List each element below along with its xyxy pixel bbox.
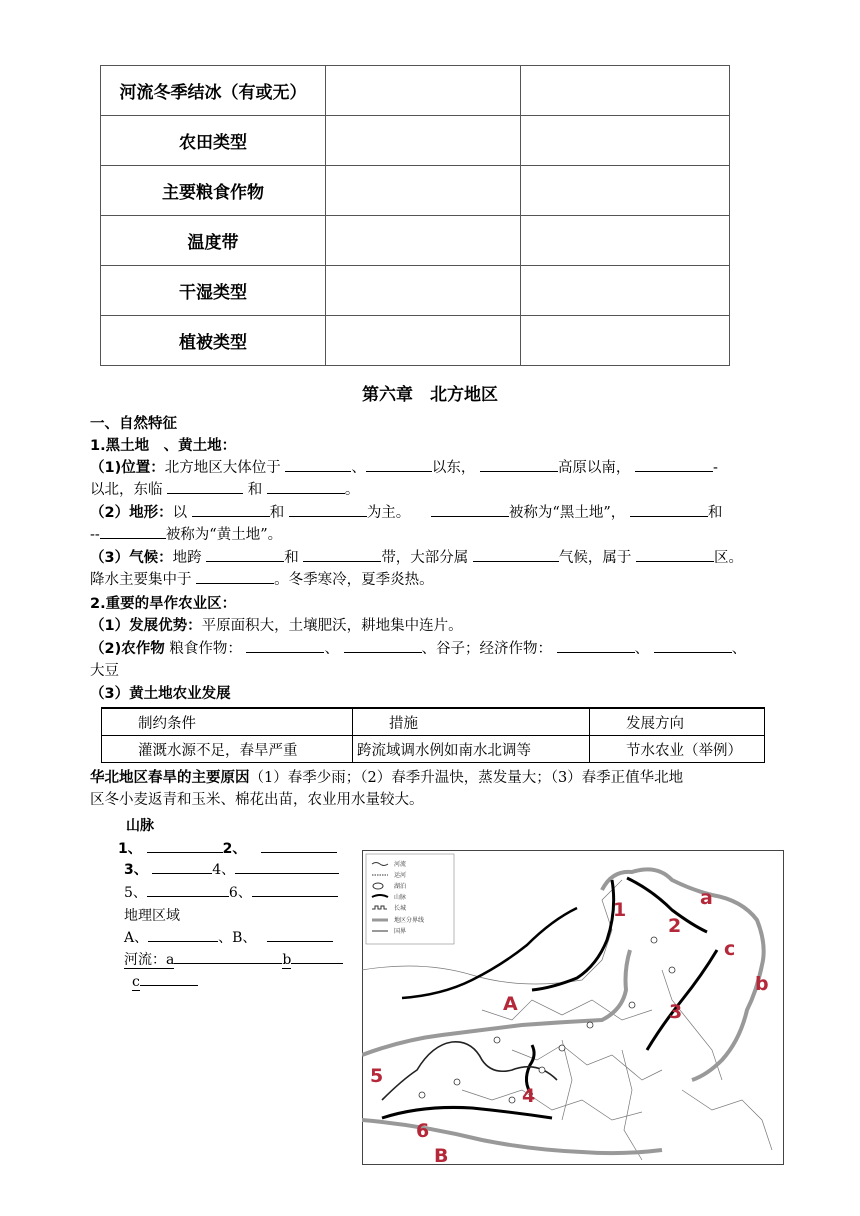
blank-field[interactable]	[152, 859, 212, 874]
section-heading: 一、自然特征	[90, 416, 177, 432]
chapter-title: 第六章 北方地区	[362, 385, 498, 405]
blank-field[interactable]	[636, 547, 714, 562]
svg-text:地区分界线: 地区分界线	[394, 917, 425, 924]
svg-text:河流: 河流	[394, 861, 407, 868]
location-line-2: 以北，东临 和 。	[90, 479, 359, 501]
blank-field[interactable]	[206, 547, 284, 562]
table-row	[101, 66, 730, 116]
mountain-row-3: 5、 6、	[124, 882, 338, 902]
blank-field[interactable]	[246, 638, 324, 653]
label-c: c	[724, 938, 736, 960]
crops-line-2: 大豆	[90, 663, 119, 679]
terrain-line: （2）地形：以 和 为主。 被称为“黑土地”， 和	[90, 502, 722, 524]
answer-cell[interactable]	[521, 66, 730, 116]
loess-heading: （3）黄土地农业发展	[90, 686, 231, 702]
region-row: A、 、B、	[124, 927, 333, 947]
label-5: 5	[370, 1065, 384, 1087]
svg-text:山脉: 山脉	[394, 894, 407, 901]
loess-development-table	[101, 707, 765, 763]
svg-text:长城: 长城	[394, 905, 407, 912]
answer-cell[interactable]	[521, 216, 730, 266]
answer-cell[interactable]	[326, 266, 521, 316]
climate-line-2: 降水主要集中于 。冬季寒冷，夏季炎热。	[90, 569, 434, 591]
answer-cell[interactable]	[521, 266, 730, 316]
row-label: 河流冬季结冰（有或无）	[101, 66, 326, 116]
blank-field[interactable]	[285, 457, 351, 472]
row-label: 植被类型	[101, 316, 326, 366]
blank-field[interactable]	[267, 479, 345, 494]
svg-text:国界: 国界	[394, 928, 407, 935]
climate-comparison-table	[100, 65, 730, 366]
north-china-map	[362, 850, 784, 1165]
label-a: a	[700, 887, 713, 909]
answer-cell[interactable]	[326, 166, 521, 216]
table-row	[101, 266, 730, 316]
svg-text:湖泊: 湖泊	[394, 883, 407, 890]
row-label: 主要粮食作物	[101, 166, 326, 216]
label-2: 2	[668, 915, 682, 937]
blank-field[interactable]	[148, 927, 218, 942]
label-B: B	[434, 1145, 449, 1165]
mountains-heading: 山脉	[126, 818, 154, 834]
blank-field[interactable]	[196, 569, 274, 584]
blank-field[interactable]	[635, 457, 713, 472]
advantage-line: （1）发展优势：平原面积大，土壤肥沃，耕地集中连片。	[90, 618, 463, 634]
item1-heading: 1.黑土地 、黄土地：	[90, 438, 237, 454]
answer-cell[interactable]	[521, 166, 730, 216]
location-line: （1)位置：北方地区大体位于 、 以东， 高原以南， -	[90, 457, 718, 479]
label-1: 1	[613, 899, 627, 921]
mountain-row-2: 3、 4、	[124, 859, 339, 879]
table-row	[101, 166, 730, 216]
crops-line: （2)农作物 粮食作物： 、 、谷子；经济作物： 、 、	[90, 638, 746, 660]
blank-field[interactable]	[147, 882, 229, 897]
blank-field[interactable]	[167, 479, 243, 494]
blank-field[interactable]	[289, 502, 367, 517]
blank-field[interactable]	[473, 547, 559, 562]
climate-line: （3）气候：地跨 和 带，大部分属 气候，属于 区。	[90, 547, 743, 569]
label-A: A	[503, 993, 518, 1015]
table-row	[101, 216, 730, 266]
answer-cell[interactable]	[326, 216, 521, 266]
blank-field[interactable]	[192, 502, 270, 517]
mountain-row-1: 1、 2、	[118, 838, 337, 858]
river-row: 河流：a b	[124, 949, 343, 969]
terrain-line-2: -- 被称为“黄土地”。	[90, 524, 282, 546]
blank-field[interactable]	[235, 859, 339, 874]
blank-field[interactable]	[252, 882, 338, 897]
drought-line-2: 区冬小麦返青和玉米、棉花出苗，农业用水量较大。	[90, 792, 424, 808]
item2-heading: 2.重要的旱作农业区：	[90, 596, 237, 612]
row-label: 温度带	[101, 216, 326, 266]
blank-field[interactable]	[431, 502, 509, 517]
blank-field[interactable]	[303, 547, 381, 562]
svg-text:运河: 运河	[394, 872, 407, 879]
row-label: 干湿类型	[101, 266, 326, 316]
drought-line: 华北地区春旱的主要原因（1）春季少雨；（2）春季升温快，蒸发量大；（3）春季正值华北地	[90, 770, 684, 786]
header-measure: 措施	[353, 708, 590, 736]
blank-field[interactable]	[366, 457, 432, 472]
label-4: 4	[522, 1085, 536, 1107]
map-legend	[366, 854, 454, 944]
blank-field[interactable]	[630, 502, 708, 517]
blank-field[interactable]	[147, 838, 223, 853]
label-6: 6	[416, 1120, 430, 1142]
table-row	[101, 116, 730, 166]
table-row	[101, 316, 730, 366]
river-row-c: c	[132, 971, 198, 990]
blank-field[interactable]	[557, 638, 635, 653]
row-label: 农田类型	[101, 116, 326, 166]
answer-cell[interactable]	[521, 116, 730, 166]
answer-cell[interactable]	[326, 66, 521, 116]
header-direction: 发展方向	[590, 708, 765, 736]
header-constraint: 制约条件	[102, 708, 353, 736]
blank-field[interactable]	[480, 457, 558, 472]
blank-field[interactable]	[267, 927, 333, 942]
blank-field[interactable]	[344, 638, 422, 653]
blank-field[interactable]	[261, 838, 337, 853]
answer-cell[interactable]	[326, 316, 521, 366]
blank-field[interactable]	[100, 524, 166, 539]
blank-field[interactable]	[654, 638, 732, 653]
cell-constraint: 灌溉水源不足，春旱严重	[102, 736, 353, 763]
answer-cell[interactable]	[326, 116, 521, 166]
regions-heading: 地理区域	[124, 908, 180, 924]
label-b: b	[755, 973, 769, 995]
answer-cell[interactable]	[521, 316, 730, 366]
cell-measure: 跨流域调水例如南水北调等	[353, 736, 590, 763]
label-3: 3	[669, 1001, 683, 1023]
cell-direction: 节水农业（举例）	[590, 736, 765, 763]
